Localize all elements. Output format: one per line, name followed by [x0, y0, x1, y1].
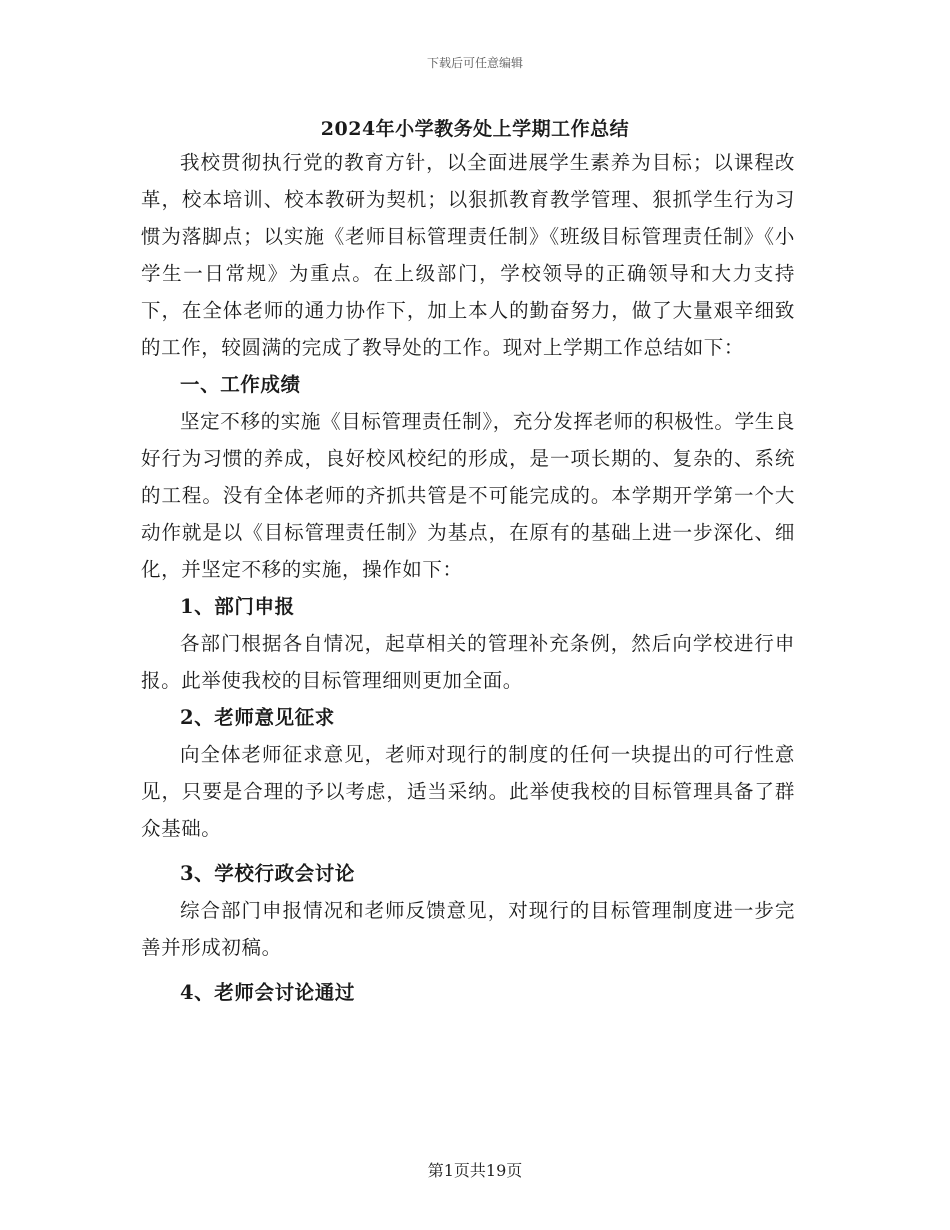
paragraph-teacher-opinions: 向全体老师征求意见，老师对现行的制度的任何一块提出的可行性意见，只要是合理的予以考虑，适当采纳。此举使我校的目标管理具备了群众基础。 [141, 743, 795, 840]
subheading-teacher-meeting: 4、老师会讨论通过 [180, 981, 355, 1004]
section-heading-achievements: 一、工作成绩 [180, 373, 301, 396]
document-title: 2024年小学教务处上学期工作总结 [320, 118, 630, 140]
paragraph-intro: 我校贯彻执行党的教育方针，以全面进展学生素养为目标；以课程改革，校本培训、校本教研为契机；以狠抓教育教学管理、狠抓学生行为习惯为落脚点；以实施《老师目标管理责任制》《班级目标管理责任制》《小学生一日常规》为重点。在上级部门，学校领导的正确领导和大力支持下，在全体老师的通力协作下，加上本人的勤奋努力，做了大量艰辛细致的工作，较圆满的完成了教导处的工作。现对上学期工作总结如下： [141, 151, 795, 359]
paragraph-target-management: 坚定不移的实施《目标管理责任制》，充分发挥老师的积极性。学生良好行为习惯的养成，良好校风校纪的形成，是一项长期的、复杂的、系统的工程。没有全体老师的齐抓共管是不可能完成的。本学期开学第一个大动作就是以《目标管理责任制》为基点，在原有的基础上进一步深化、细化，并坚定不移的实施，操作如下： [141, 410, 795, 581]
paragraph-department-report: 各部门根据各自情况，起草相关的管理补充条例，然后向学校进行申报。此举使我校的目标管理细则更加全面。 [141, 632, 795, 692]
subheading-admin-meeting: 3、学校行政会讨论 [180, 862, 355, 885]
paragraph-admin-meeting: 综合部门申报情况和老师反馈意见，对现行的目标管理制度进一步完善并形成初稿。 [141, 899, 795, 959]
subheading-teacher-opinions: 2、老师意见征求 [180, 706, 335, 729]
page-number: 第1页共19页 [427, 1161, 523, 1180]
document-body [141, 144, 795, 1011]
subheading-department-report: 1、部门申报 [180, 595, 295, 618]
header-note: 下载后可任意编辑 [426, 56, 523, 70]
